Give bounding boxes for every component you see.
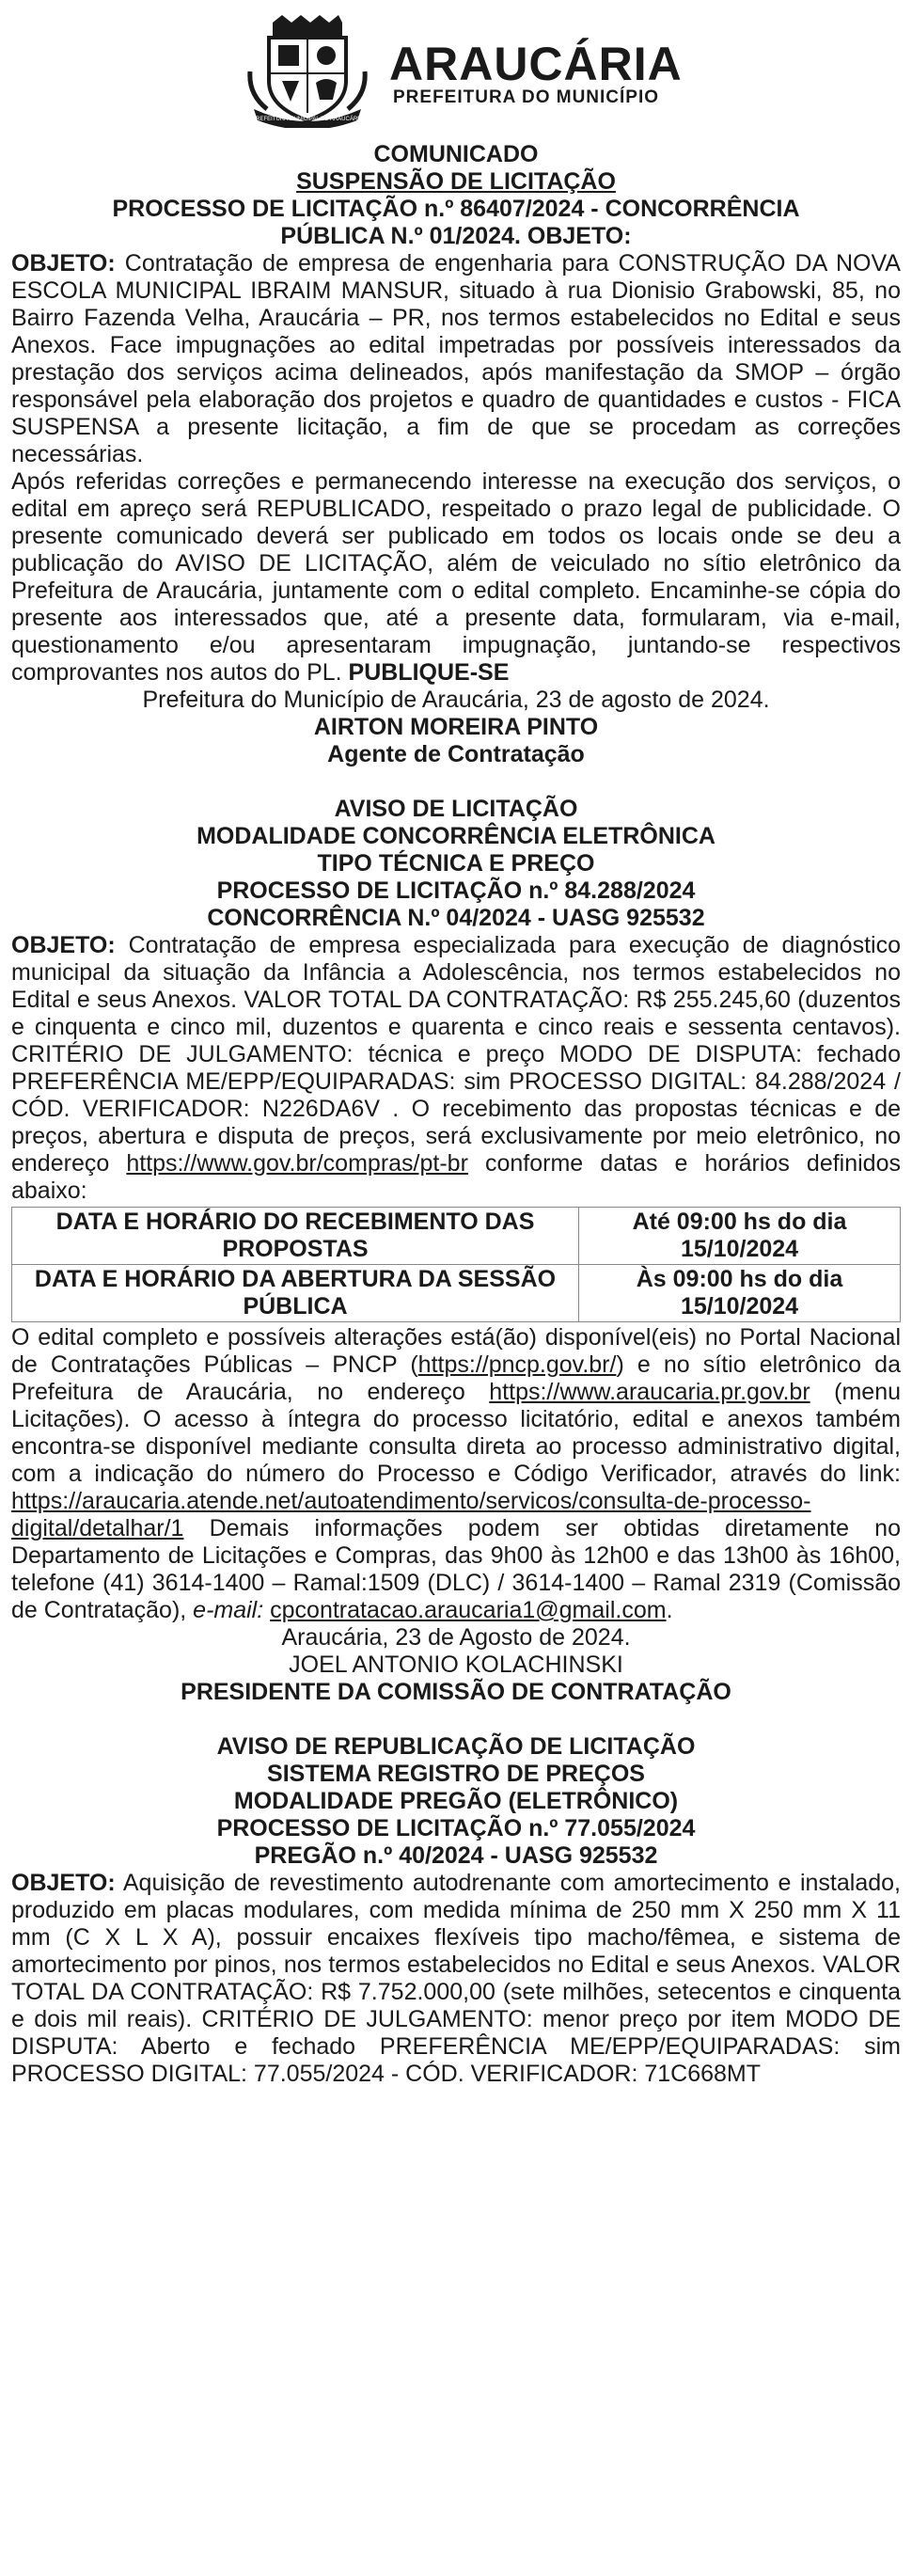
section-heading: MODALIDADE PREGÃO (ELETRÔNICO) [233, 1788, 679, 1814]
section-heading: AVISO DE LICITAÇÃO [334, 796, 578, 822]
info-text: O edital completo e possíveis alterações está(ão) disponível(eis) no Portal Nacional de Contratações Públicas – PNCP ( [11, 1324, 901, 1378]
email-label: e-mail: [193, 1597, 264, 1623]
signer-name: AIRTON MOREIRA PINTO [313, 714, 599, 740]
section-heading: SUSPENSÃO DE LICITAÇÃO [296, 168, 616, 195]
municipal-seal-icon [246, 15, 369, 128]
date-line: Araucária, 23 de Agosto de 2024. [281, 1624, 631, 1651]
object-paragraph [11, 1870, 901, 2088]
table-cell-value: Até 09:00 hs do dia 15/10/2024 [579, 1208, 901, 1265]
brand [389, 40, 683, 107]
info-text: ) e no sítio eletrônico da Prefeitura de Araucária, no endereço [11, 1351, 901, 1405]
brand-subtitle: PREFEITURA DO MUNICÍPIO [393, 87, 660, 107]
seal-text: PREFEITURA MUNICIPAL DE ARAUCÁRIA [252, 117, 363, 122]
object-paragraph [11, 250, 901, 468]
brand-title: ARAUCÁRIA [389, 38, 683, 90]
araucaria-link[interactable]: https://www.araucaria.pr.gov.br [489, 1379, 810, 1405]
table-row [12, 1208, 901, 1265]
section-heading: PROCESSO DE LICITAÇÃO n.º 77.055/2024 [216, 1815, 696, 1841]
pncp-link[interactable]: https://pncp.gov.br/ [417, 1351, 617, 1378]
object-label: OBJETO: [11, 932, 116, 958]
section-heading: PROCESSO DE LICITAÇÃO n.º 86407/2024 - CONCORRÊNCIA [112, 196, 800, 222]
section-republicacao [11, 1733, 901, 2088]
table-cell-label: DATA E HORÁRIO DO RECEBIMENTO DAS PROPOSTAS [12, 1208, 579, 1265]
info-text: (menu Licitações). O acesso à íntegra do processo licitatório, edital e anexos também encontra-se disponível mediante consulta direta ao processo administrativo digital, com a indicação do número do Processo e Código Verificador, através do link: [11, 1379, 901, 1487]
document-page [11, 0, 901, 2088]
object-paragraph [11, 932, 901, 1205]
signer-role: PRESIDENTE DA COMISSÃO DE CONTRATAÇÃO [181, 1679, 731, 1705]
section-heading: PREGÃO n.º 40/2024 - UASG 925532 [254, 1842, 658, 1869]
object-label: OBJETO: [11, 250, 116, 277]
section-aviso-licitacao [11, 796, 901, 1706]
section-heading: PROCESSO DE LICITAÇÃO n.º 84.288/2024 [216, 877, 696, 904]
signer-role: Agente de Contratação [327, 741, 585, 767]
spacer [11, 1706, 901, 1733]
email-link[interactable]: cpcontratacao.araucaria1@gmail.com [270, 1597, 667, 1623]
section-heading: TIPO TÉCNICA E PREÇO [317, 850, 595, 877]
section-heading: COMUNICADO [373, 141, 539, 167]
info-paragraph [11, 1324, 901, 1624]
object-text: Contratação de empresa especializada para execução de diagnóstico municipal da situação da Infância a Adolescência, nos termos estabelecidos no Edital e seus Anexos. VALOR TOTAL DA CONTRATAÇÃO: R$ 255.245,60 (duzentos e cinquenta e cinco mil, duzentos e quarenta e cinco reais e sessenta centavos). CRITÉRIO DE JULGAMENTO: técnica e preço MODO DE DISPUTA: fechado PREFERÊNCIA ME/EPP/EQUIPARADAS: sim PROCESSO DIGITAL: 84.288/2024 / CÓD. VERIFICADOR: N226DA6V . O recebimento das propostas técnicas e de preços, abertura e disputa de preços, será exclusivamente por meio eletrônico, no endereço [11, 932, 901, 1177]
date-line: Prefeitura do Município de Araucária, 23 de agosto de 2024. [142, 687, 770, 713]
spacer [11, 768, 901, 796]
object-text: Contratação de empresa de engenharia para CONSTRUÇÃO DA NOVA ESCOLA MUNICIPAL IBRAIM MANSUR, situado à rua Dionisio Grabowski, 85, no Bairro Fazenda Velha, Araucária – PR, nos termos estabelecidos no Edital e seus Anexos. Face impugnações ao edital impetradas por possíveis interessados da prestação dos serviços acima delineados, após manifestação da SMOP – órgão responsável pela elaboração dos projetos e quadro de quantidades e custos - FICA SUSPENSA a presente licitação, a fim de que se procedam as correções necessárias. [11, 250, 901, 467]
table-cell-label: DATA E HORÁRIO DA ABERTURA DA SESSÃO PÚBLICA [12, 1265, 579, 1322]
body-text: Após referidas correções e permanecendo interesse na execução dos serviços, o edital em apreço será REPUBLICADO, respeitado o prazo legal de publicidade. O presente comunicado deverá ser publicado em todos os locais onde se deu a publicação do AVISO DE LICITAÇÃO, além de veiculado no sítio eletrônico da Prefeitura de Araucária, juntamente com o edital completo. Encaminhe-se cópia do presente aos interessados que, até a presente data, formularam, via e-mail, questionamento e/ou apresentaram impugnação, juntando-se respectivos comprovantes nos autos do PL. [11, 468, 901, 686]
section-heading: PÚBLICA N.º 01/2024. OBJETO: [280, 223, 632, 249]
section-heading: CONCORRÊNCIA N.º 04/2024 - UASG 925532 [207, 905, 705, 931]
schedule-table [11, 1207, 901, 1322]
section-comunicado [11, 141, 901, 768]
info-text: Demais informações podem ser obtidas diretamente no Departamento de Licitações e Compras, das 9h00 às 12h00 e das 13h00 às 16h00, telefone (41) 3614-1400 – Ramal:1509 (DLC) / 3614-1400 – Ramal 2319 (Comissão de Contratação), [11, 1515, 901, 1623]
compras-link[interactable]: https://www.gov.br/compras/pt-br [126, 1150, 468, 1177]
header [11, 0, 901, 141]
process-link[interactable]: https://araucaria.atende.net/autoatendimento/servicos/consulta-de-processo-digital/detalhar/1 [11, 1488, 811, 1541]
table-row [12, 1265, 901, 1322]
object-label: OBJETO: [11, 1870, 116, 1896]
object-tail: conforme datas e horários definidos abaixo: [11, 1150, 901, 1204]
body-paragraph [11, 468, 901, 687]
publique-label: PUBLIQUE-SE [348, 659, 510, 686]
object-text: Aquisição de revestimento autodrenante com amortecimento e instalado, produzido em placas modulares, com medida mínima de 250 mm X 250 mm X 11 mm (C X L X A), possuir encaixes flexíveis tipo macho/fêmea, e sistema de amortecimento por pinos, nos termos estabelecidos no Edital e seus Anexos. VALOR TOTAL DA CONTRATAÇÃO: R$ 7.752.000,00 (sete milhões, setecentos e cinquenta e dois mil reais). CRITÉRIO DE JULGAMENTO: menor preço por item MODO DE DISPUTA: Aberto e fechado PREFERÊNCIA ME/EPP/EQUIPARADAS: sim PROCESSO DIGITAL: 77.055/2024 - CÓD. VERIFICADOR: 71C668MT [11, 1870, 901, 2087]
info-text: . [666, 1597, 673, 1623]
table-cell-value: Às 09:00 hs do dia 15/10/2024 [579, 1265, 901, 1322]
section-heading: MODALIDADE CONCORRÊNCIA ELETRÔNICA [197, 823, 715, 849]
section-heading: AVISO DE REPUBLICAÇÃO DE LICITAÇÃO [216, 1733, 696, 1760]
section-heading: SISTEMA REGISTRO DE PREÇOS [267, 1761, 645, 1787]
signer-name: JOEL ANTONIO KOLACHINSKI [289, 1651, 623, 1678]
